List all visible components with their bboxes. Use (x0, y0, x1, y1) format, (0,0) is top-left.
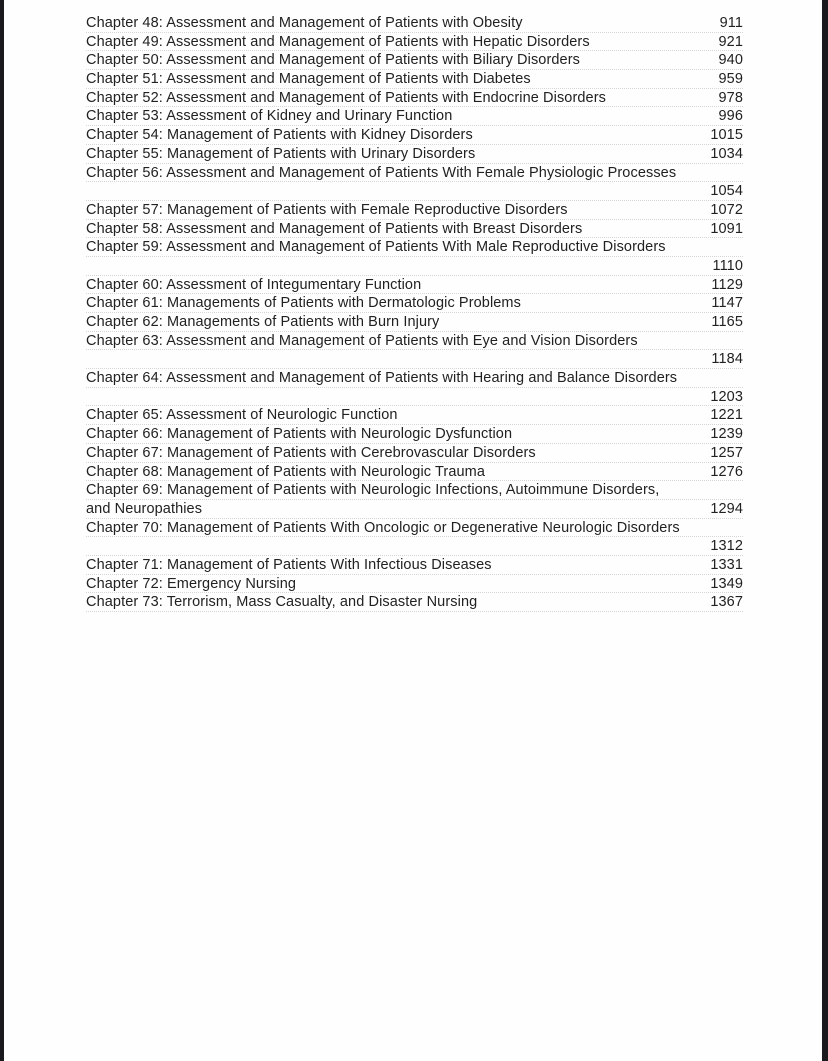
toc-entry-page: 911 (719, 15, 743, 31)
toc-entry-line (86, 332, 743, 351)
toc-entry-line (86, 145, 743, 164)
toc-entry-page: 1129 (711, 276, 743, 293)
toc-entry-title: Chapter 69: Management of Patients with Neurologic Infections, Autoimmune Disorders, (86, 482, 660, 499)
toc-entry-page: 921 (718, 33, 743, 50)
toc-entry-line (86, 201, 743, 220)
toc-entry-line (86, 519, 743, 538)
toc-entry-page: 1203 (710, 388, 743, 405)
toc-entry-line (86, 593, 743, 612)
toc-entry-page: 1312 (710, 538, 743, 555)
toc-entry-title: Chapter 62: Managements of Patients with Burn Injury (86, 314, 440, 330)
toc-entry-line (86, 276, 743, 295)
toc-entry-page: 1165 (711, 314, 743, 330)
toc-entry-page: 1091 (710, 220, 743, 237)
toc-entry-title: Chapter 48: Assessment and Management of Patients with Obesity (86, 15, 523, 31)
toc-entry-title: Chapter 64: Assessment and Management of Patients with Hearing and Balance Disorders (86, 370, 678, 387)
toc-entry-title: Chapter 51: Assessment and Management of Patients with Diabetes (86, 71, 531, 88)
toc-entry-line (86, 388, 743, 407)
toc-entry-title: Chapter 56: Assessment and Management of Patients With Female Physiologic Processes (86, 164, 677, 181)
toc-entry-page: 959 (718, 71, 743, 88)
toc-entry-line (86, 294, 743, 313)
toc-entry-page: 1294 (710, 500, 743, 517)
toc-entry-line (86, 425, 743, 444)
toc-entry-title: Chapter 72: Emergency Nursing (86, 575, 297, 592)
toc-entry-title: Chapter 59: Assessment and Management of Patients With Male Reproductive Disorders (86, 239, 666, 256)
toc-entry-line (86, 537, 743, 556)
toc-entry-line (86, 369, 743, 388)
toc-entry-title: Chapter 49: Assessment and Management of Patients with Hepatic Disorders (86, 33, 590, 50)
toc-entry-title: and Neuropathies (86, 500, 203, 517)
toc-entry-line (86, 33, 743, 52)
toc-entry-page: 1221 (710, 407, 743, 424)
toc-entry-page: 1367 (710, 594, 743, 611)
toc-entry-page: 1349 (710, 575, 743, 592)
toc-entry-title: Chapter 61: Managements of Patients with Dermatologic Problems (86, 295, 521, 312)
toc-entry-line (86, 182, 743, 201)
toc-entry-title: Chapter 52: Assessment and Management of Patients with Endocrine Disorders (86, 89, 607, 106)
toc-entry-page: 1110 (712, 257, 743, 274)
toc-entry-title: Chapter 55: Management of Patients with Urinary Disorders (86, 145, 476, 162)
toc-entry-line (86, 51, 743, 70)
toc-entry-page: 1331 (710, 556, 743, 573)
toc-entry-page: 1147 (711, 295, 743, 312)
toc-entry-title: Chapter 58: Assessment and Management of Patients with Breast Disorders (86, 220, 583, 237)
toc-entry-line (86, 220, 743, 239)
toc-entry-title: Chapter 71: Management of Patients With Infectious Diseases (86, 556, 492, 573)
toc-entry-page: 940 (718, 52, 743, 69)
toc-entry-page: 1239 (710, 426, 743, 443)
toc-entry-title: Chapter 65: Assessment of Neurologic Function (86, 407, 398, 424)
toc-entry-page: 1276 (710, 463, 743, 480)
toc-entry-line (86, 313, 743, 332)
toc-entry-line (86, 238, 743, 257)
toc-entry-title: Chapter 68: Management of Patients with Neurologic Trauma (86, 463, 486, 480)
toc-entry-line (86, 463, 743, 482)
toc-entry-line (86, 107, 743, 126)
toc-entry-title: Chapter 50: Assessment and Management of Patients with Biliary Disorders (86, 52, 580, 69)
toc-entry-title: Chapter 67: Management of Patients with Cerebrovascular Disorders (86, 444, 536, 461)
page-edge-left (0, 0, 4, 1061)
toc-entry-page: 1034 (710, 145, 743, 162)
toc-entry-title: Chapter 66: Management of Patients with Neurologic Dysfunction (86, 426, 513, 443)
toc-entry-title: Chapter 60: Assessment of Integumentary Function (86, 276, 422, 293)
toc-entry-title: Chapter 53: Assessment of Kidney and Urinary Function (86, 108, 453, 125)
toc-entry-line (86, 257, 743, 276)
toc-entry-line (86, 70, 743, 89)
toc-entry-page: 1015 (710, 127, 743, 144)
toc-entry-line (86, 406, 743, 425)
toc-entry-line (86, 444, 743, 463)
toc-entry-title: Chapter 57: Management of Patients with Female Reproductive Disorders (86, 201, 568, 218)
toc-entry-page: 1072 (710, 201, 743, 218)
toc-entry-line (86, 500, 743, 519)
toc-entry-line (86, 126, 743, 145)
toc-entry-line (86, 481, 743, 500)
toc-entry-title: Chapter 73: Terrorism, Mass Casualty, and Disaster Nursing (86, 594, 478, 611)
table-of-contents (86, 14, 743, 612)
toc-entry-line (86, 89, 743, 108)
toc-entry-title: Chapter 70: Management of Patients With Oncologic or Degenerative Neurologic Disorders (86, 519, 680, 536)
toc-entry-title: Chapter 63: Assessment and Management of Patients with Eye and Vision Disorders (86, 332, 638, 349)
toc-entry-page: 1257 (710, 444, 743, 461)
toc-entry-page: 996 (718, 108, 743, 125)
toc-entry-line (86, 350, 743, 369)
toc-entry-page: 1184 (711, 351, 743, 368)
toc-entry-line (86, 575, 743, 594)
toc-entry-line (86, 556, 743, 575)
toc-entry-line (86, 14, 743, 33)
toc-entry-page: 978 (718, 89, 743, 106)
toc-entry-title: Chapter 54: Management of Patients with Kidney Disorders (86, 127, 473, 144)
toc-entry-line (86, 164, 743, 183)
page-edge-right (822, 0, 828, 1061)
toc-entry-page: 1054 (710, 183, 743, 200)
